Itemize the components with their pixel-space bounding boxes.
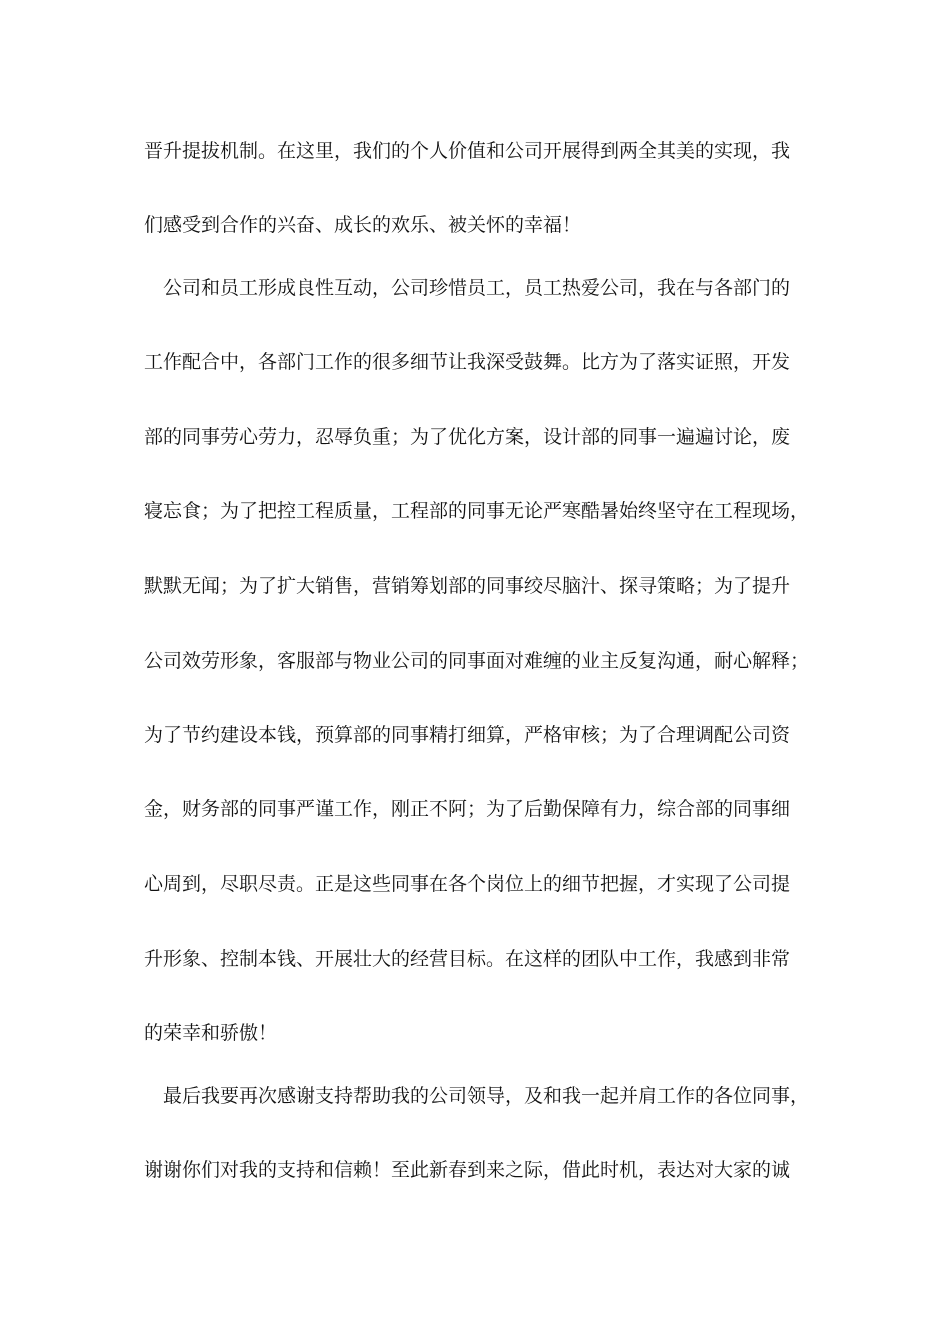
text-line: 金，财务部的同事严谨工作，刚正不阿；为了后勤保障有力，综合部的同事细 (144, 798, 791, 820)
text-line: 晋升提拔机制。在这里，我们的个人价值和公司开展得到两全其美的实现，我 (144, 140, 791, 162)
text-line: 们感受到合作的兴奋、成长的欢乐、被关怀的幸福！ (144, 214, 582, 236)
text-line: 默默无闻；为了扩大销售，营销筹划部的同事绞尽脑汁、探寻策略；为了提升 (144, 575, 791, 597)
paragraph-start-line: 公司和员工形成良性互动，公司珍惜员工，员工热爱公司，我在与各部门的 (163, 277, 791, 299)
text-line: 工作配合中，各部门工作的很多细节让我深受鼓舞。比方为了落实证照，开发 (144, 351, 791, 373)
text-line: 的荣幸和骄傲！ (144, 1022, 278, 1044)
text-line: 部的同事劳心劳力，忍辱负重；为了优化方案，设计部的同事一遍遍讨论，废 (144, 426, 791, 448)
text-line: 公司效劳形象，客服部与物业公司的同事面对难缠的业主反复沟通，耐心解释； (144, 650, 810, 672)
text-line: 心周到，尽职尽责。正是这些同事在各个岗位上的细节把握，才实现了公司提 (144, 873, 791, 895)
text-line: 谢谢你们对我的支持和信赖！至此新春到来之际，借此时机，表达对大家的诚 (144, 1159, 791, 1181)
text-line: 寝忘食；为了把控工程质量，工程部的同事无论严寒酷暑始终坚守在工程现场， (144, 500, 810, 522)
text-line: 为了节约建设本钱，预算部的同事精打细算，严格审核；为了合理调配公司资 (144, 724, 791, 746)
paragraph-start-line: 最后我要再次感谢支持帮助我的公司领导，及和我一起并肩工作的各位同事， (163, 1085, 810, 1107)
text-line: 升形象、控制本钱、开展壮大的经营目标。在这样的团队中工作，我感到非常 (144, 948, 791, 970)
